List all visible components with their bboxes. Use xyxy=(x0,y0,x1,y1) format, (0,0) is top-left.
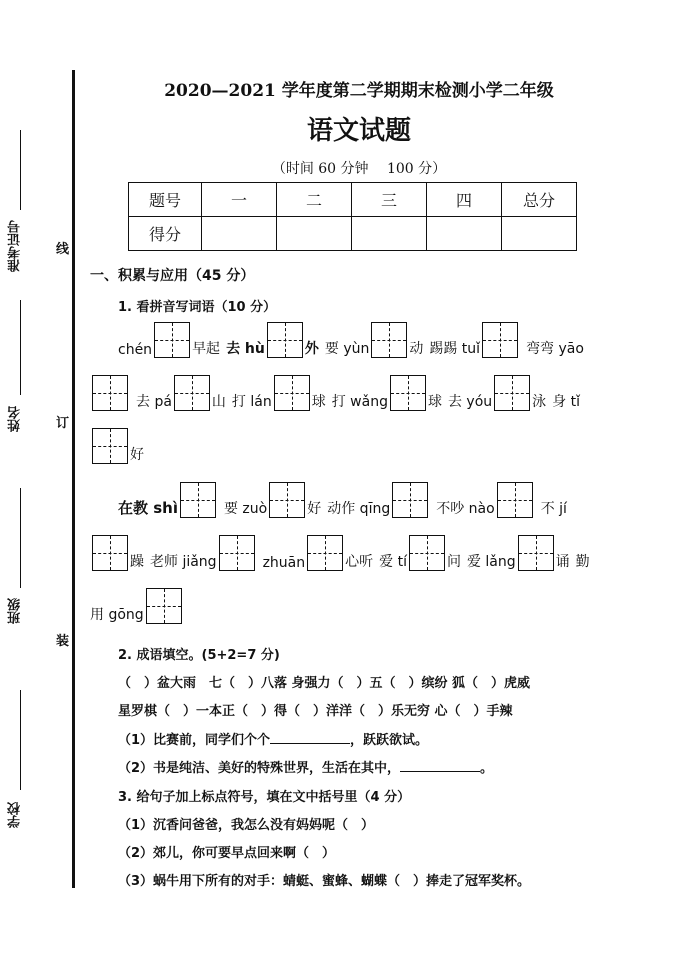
score-table-header-row xyxy=(129,183,577,217)
score-header-cell: 题号 xyxy=(129,183,202,217)
school-rule xyxy=(20,690,21,790)
binding-line xyxy=(72,70,75,888)
idiom-line-2: 星罗棋（ ）一本正（ ）得（ ）洋洋（ ）乐无穷 心（ ）手辣 xyxy=(118,704,513,719)
word-text: 早起 xyxy=(192,341,221,357)
word-text: 心听 xyxy=(345,554,374,570)
idiom-fill-1 xyxy=(118,729,428,748)
name-label: 姓名 xyxy=(8,406,23,432)
pinyin-text: 爱 lǎng xyxy=(466,554,516,570)
word-text: 球 xyxy=(427,394,442,410)
word-text: 球 xyxy=(311,394,326,410)
pinyin-row-2 xyxy=(90,373,580,411)
score-header-cell: 二 xyxy=(277,183,352,217)
section-1-heading: 一、积累与应用（45 分） xyxy=(90,268,255,284)
answer-blank[interactable] xyxy=(400,759,480,772)
name-rule xyxy=(20,300,21,395)
word-text: 勤 xyxy=(575,554,590,570)
score-header-cell: 三 xyxy=(352,183,427,217)
word-text: 躁 xyxy=(130,554,144,570)
answer-blank[interactable] xyxy=(270,731,350,744)
writing-box[interactable] xyxy=(390,375,426,411)
writing-box[interactable] xyxy=(482,322,518,358)
pinyin-text: 用 gōng xyxy=(90,607,144,623)
score-table-score-row xyxy=(129,217,577,251)
score-header-cell: 四 xyxy=(427,183,502,217)
score-input-cell[interactable] xyxy=(502,217,577,251)
punctuation-line-1: （1）沉香问爸爸，我怎么没有妈妈呢（ ） xyxy=(118,818,375,833)
pinyin-text: 老师 jiǎng xyxy=(150,554,217,570)
writing-box[interactable] xyxy=(92,535,128,571)
writing-box[interactable] xyxy=(518,535,554,571)
writing-box[interactable] xyxy=(174,375,210,411)
fill-text: （1）比赛前，同学们个个 xyxy=(118,733,271,748)
score-input-cell[interactable] xyxy=(352,217,427,251)
score-header-cell: 总分 xyxy=(502,183,577,217)
class-rule xyxy=(20,488,21,588)
pinyin-text: 不 jí xyxy=(540,501,567,517)
word-text: 诵 xyxy=(555,554,570,570)
word-text: 动 xyxy=(409,341,424,357)
writing-box[interactable] xyxy=(494,375,530,411)
pinyin-text: 要 yùn xyxy=(324,341,370,357)
writing-box[interactable] xyxy=(92,375,128,411)
word-text: 好 xyxy=(130,447,144,463)
exam-time: （时间 60 分钟 100 分） xyxy=(271,161,447,177)
pinyin-row-3 xyxy=(90,426,144,464)
writing-box[interactable] xyxy=(92,428,128,464)
score-input-cell[interactable] xyxy=(427,217,502,251)
pinyin-text: 动作 qīng xyxy=(327,501,391,517)
pinyin-row-1 xyxy=(118,320,584,358)
writing-box[interactable] xyxy=(154,322,190,358)
pinyin-text: 去 yóu xyxy=(447,394,493,410)
binding-mark-line: 线 xyxy=(56,242,70,257)
writing-box[interactable] xyxy=(307,535,343,571)
exam-number-label: 准考证号 xyxy=(8,220,23,272)
score-header-cell: 一 xyxy=(202,183,277,217)
writing-box[interactable] xyxy=(180,482,216,518)
pinyin-text: 去 hù xyxy=(226,341,265,357)
idiom-fill-2 xyxy=(118,757,493,776)
score-input-cell[interactable] xyxy=(202,217,277,251)
binding-mark-stitch: 订 xyxy=(56,416,70,431)
pinyin-text: 不吵 nào xyxy=(436,501,495,517)
word-text: 问 xyxy=(446,554,461,570)
writing-box[interactable] xyxy=(274,375,310,411)
word-text: 山 xyxy=(211,394,226,410)
pinyin-row-6 xyxy=(90,586,184,624)
punctuation-line-3: （3）蜗牛用下所有的对手：蜻蜓、蜜蜂、蝴蝶（ ）捧走了冠军奖杯。 xyxy=(118,874,531,889)
score-row-label: 得分 xyxy=(129,217,202,251)
pinyin-text: zhuān xyxy=(262,555,306,571)
pinyin-text: 去 pá xyxy=(136,394,172,410)
exam-header: 2020—2021 学年度第二学期期末检测小学二年级 xyxy=(164,81,554,101)
pinyin-text: 爱 tí xyxy=(379,554,407,570)
fill-text: 。 xyxy=(480,761,494,776)
exam-title: 语文试题 xyxy=(306,116,411,146)
score-table xyxy=(128,182,577,251)
writing-box[interactable] xyxy=(392,482,428,518)
binding-mark-bind: 装 xyxy=(56,634,70,649)
pinyin-text: chén xyxy=(118,342,153,358)
pinyin-text: 在教 shì xyxy=(118,499,178,517)
writing-box[interactable] xyxy=(219,535,255,571)
writing-box[interactable] xyxy=(269,482,305,518)
fill-text: （2）书是纯洁、美好的特殊世界，生活在其中， xyxy=(118,761,401,776)
pinyin-text: 打 lán xyxy=(231,394,272,410)
pinyin-text: 踢踢 tuǐ xyxy=(429,341,481,357)
pinyin-text: 弯弯 yāo xyxy=(526,341,584,357)
score-input-cell[interactable] xyxy=(277,217,352,251)
question-1-title: 1. 看拼音写词语（10 分） xyxy=(118,300,277,315)
word-text: 外 xyxy=(304,341,319,357)
pinyin-text: 打 wǎng xyxy=(331,394,388,410)
writing-box[interactable] xyxy=(267,322,303,358)
idiom-line-1: （ ）盆大雨 七（ ）八落 身强力（ ）五（ ）缤纷 狐（ ）虎威 xyxy=(118,676,531,691)
word-text: 泳 xyxy=(532,394,547,410)
writing-box[interactable] xyxy=(497,482,533,518)
pinyin-row-4 xyxy=(118,480,567,518)
word-text: 好 xyxy=(307,501,322,517)
fill-text: ，跃跃欲试。 xyxy=(350,733,429,748)
class-label: 班级 xyxy=(8,598,23,624)
writing-box[interactable] xyxy=(409,535,445,571)
writing-box[interactable] xyxy=(146,588,182,624)
writing-box[interactable] xyxy=(371,322,407,358)
pinyin-row-5 xyxy=(90,533,590,571)
school-label: 学校 xyxy=(8,802,23,828)
punctuation-line-2: （2）郊儿，你可要早点回来啊（ ） xyxy=(118,846,336,861)
question-2-title: 2. 成语填空。(5+2=7 分) xyxy=(118,648,280,663)
pinyin-text: 身 tǐ xyxy=(552,394,580,410)
pinyin-text: 要 zuò xyxy=(223,501,268,517)
question-3-title: 3. 给句子加上标点符号，填在文中括号里（4 分） xyxy=(118,790,411,805)
